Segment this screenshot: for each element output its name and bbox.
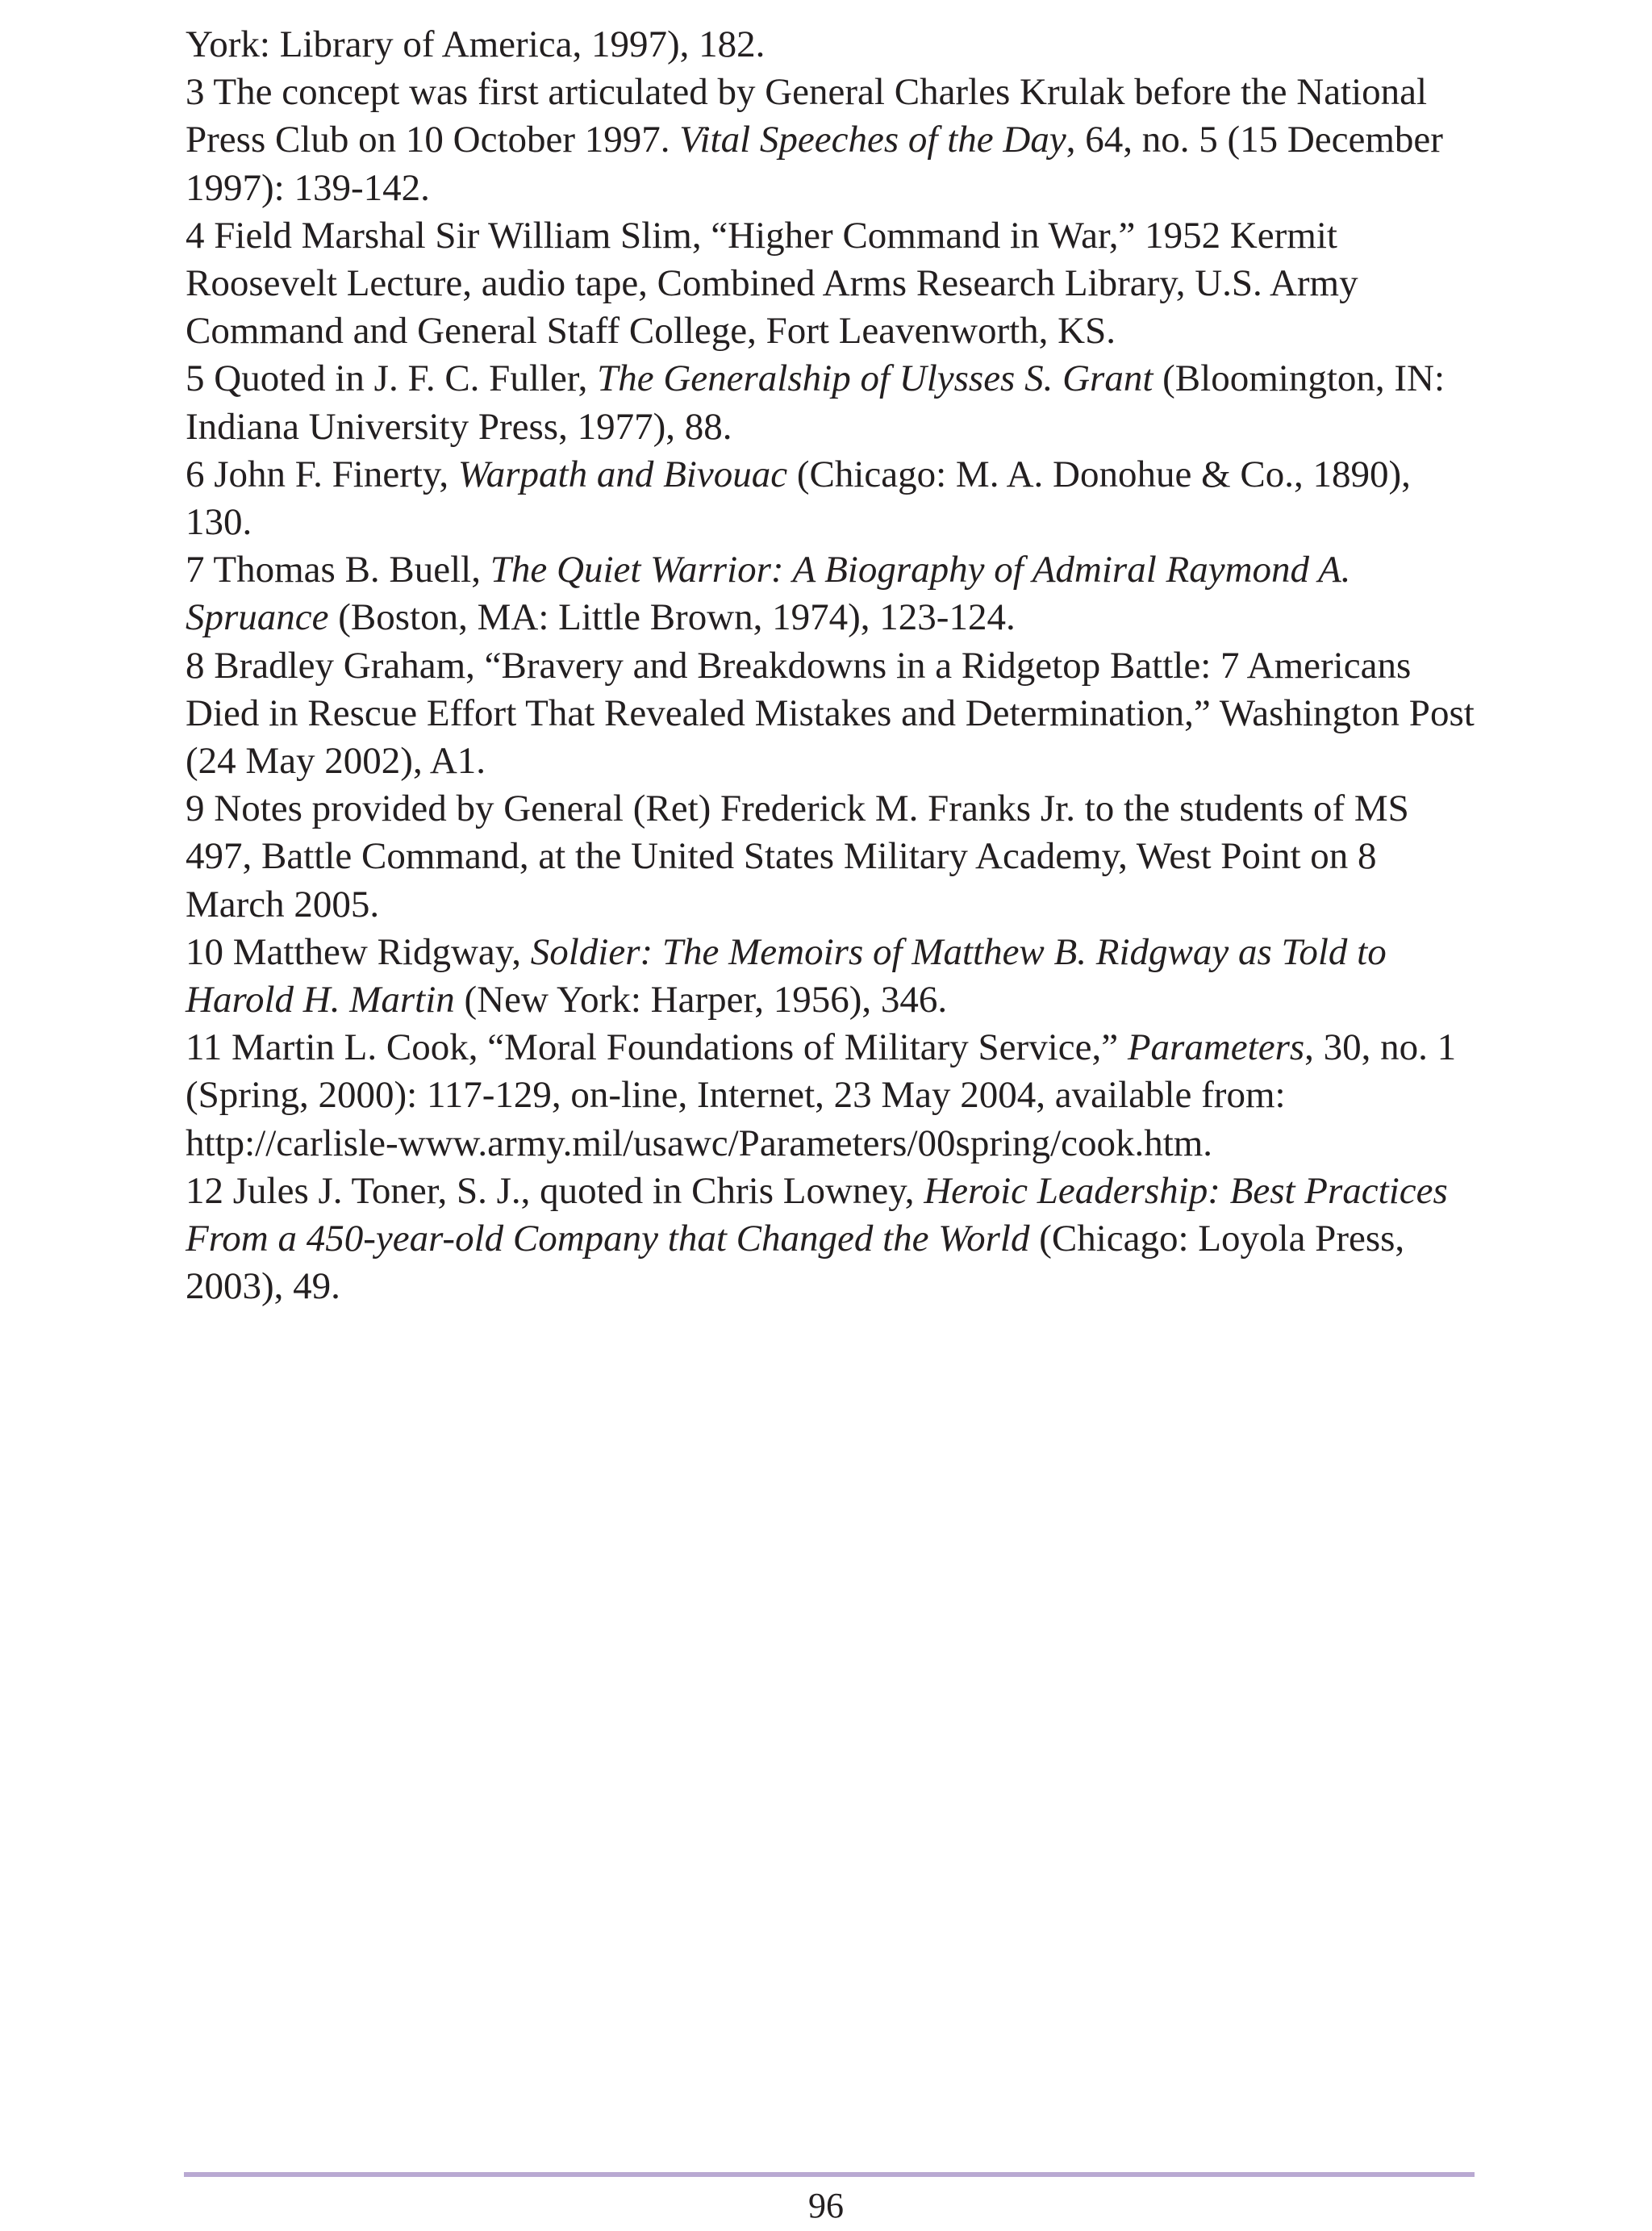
endnote-text: 3 The concept was first articulated by General Charles Krulak before the National Press Club on 10 October 1997.: [186, 71, 1428, 161]
endnote-9: [186, 785, 1476, 929]
endnote-text: 11 Martin L. Cook, “Moral Foundations of Military Service,”: [186, 1026, 1128, 1069]
endnote-continuation: [186, 21, 1476, 69]
endnote-title-italic: Warpath and Bivouac: [457, 453, 788, 495]
endnotes-list: [186, 21, 1476, 1310]
endnote-text: 12 Jules J. Toner, S. J., quoted in Chris Lowney,: [186, 1169, 924, 1212]
endnote-text: 4 Field Marshal Sir William Slim, “Higher Command in War,” 1952 Kermit Roosevelt Lecture, audio tape, Combined Arms Research Library, U.S. Army Command and General Staff College, Fort Leavenworth, KS.: [186, 214, 1358, 353]
endnote-title-italic: Vital Speeches of the Day: [679, 119, 1066, 161]
endnote-12: [186, 1168, 1476, 1311]
endnote-3: [186, 69, 1476, 212]
endnote-text: (Bloomington, IN: Indiana University Press, 1977), 88.: [186, 357, 1446, 448]
endnote-text: 9 Notes provided by General (Ret) Frederick M. Franks Jr. to the students of MS 497, Battle Command, at the United States Military Academy, West Point on 8 March 2005.: [186, 788, 1409, 925]
endnote-5: [186, 355, 1476, 450]
endnote-title-italic: Parameters: [1127, 1026, 1305, 1069]
endnote-text: 7 Thomas B. Buell,: [186, 549, 490, 591]
endnote-text: York: Library of America, 1997), 182.: [186, 23, 766, 65]
endnote-title-italic: Heroic Leadership: Best Practices From a 450-year-old Company that Changed the World: [186, 1169, 1448, 1260]
endnote-text: (Chicago: Loyola Press, 2003), 49.: [186, 1218, 1405, 1308]
endnote-text: , 64, no. 5 (15 December 1997): 139-142.: [186, 119, 1443, 209]
endnote-text: (Chicago: M. A. Donohue & Co., 1890), 130.: [186, 453, 1411, 544]
page-number: 96: [808, 2186, 844, 2225]
endnote-title-italic: The Quiet Warrior: A Biography of Admiral Raymond A. Spruance: [186, 549, 1351, 639]
endnote-11: [186, 1024, 1476, 1168]
endnote-text: 10 Matthew Ridgway,: [186, 930, 531, 973]
endnote-text: (New York: Harper, 1956), 346.: [454, 979, 948, 1021]
footer-divider: [184, 2172, 1475, 2177]
endnote-text: 5 Quoted in J. F. C. Fuller,: [186, 357, 598, 400]
endnote-text: , 30, no. 1 (Spring, 2000): 117-129, on-line, Internet, 23 May 2004, available from: http://carlisle-www.army.mil/usawc/Parameters/00spring/cook.htm.: [186, 1026, 1457, 1164]
endnote-title-italic: Soldier: The Memoirs of Matthew B. Ridgway as Told to Harold H. Martin: [186, 930, 1387, 1021]
endnote-text: 8 Bradley Graham, “Bravery and Breakdowns in a Ridgetop Battle: 7 Americans Died in Rescue Effort That Revealed Mistakes and Determination,” Washington Post (24 May 2002), A1.: [186, 644, 1475, 783]
endnote-4: [186, 212, 1476, 356]
endnote-10: [186, 929, 1476, 1024]
endnote-6: [186, 451, 1476, 546]
endnote-7: [186, 546, 1476, 641]
endnote-title-italic: The Generalship of Ulysses S. Grant: [597, 357, 1153, 400]
endnote-8: [186, 642, 1476, 786]
endnote-text: (Boston, MA: Little Brown, 1974), 123-124.: [328, 596, 1016, 639]
endnote-text: 6 John F. Finerty,: [186, 453, 458, 495]
